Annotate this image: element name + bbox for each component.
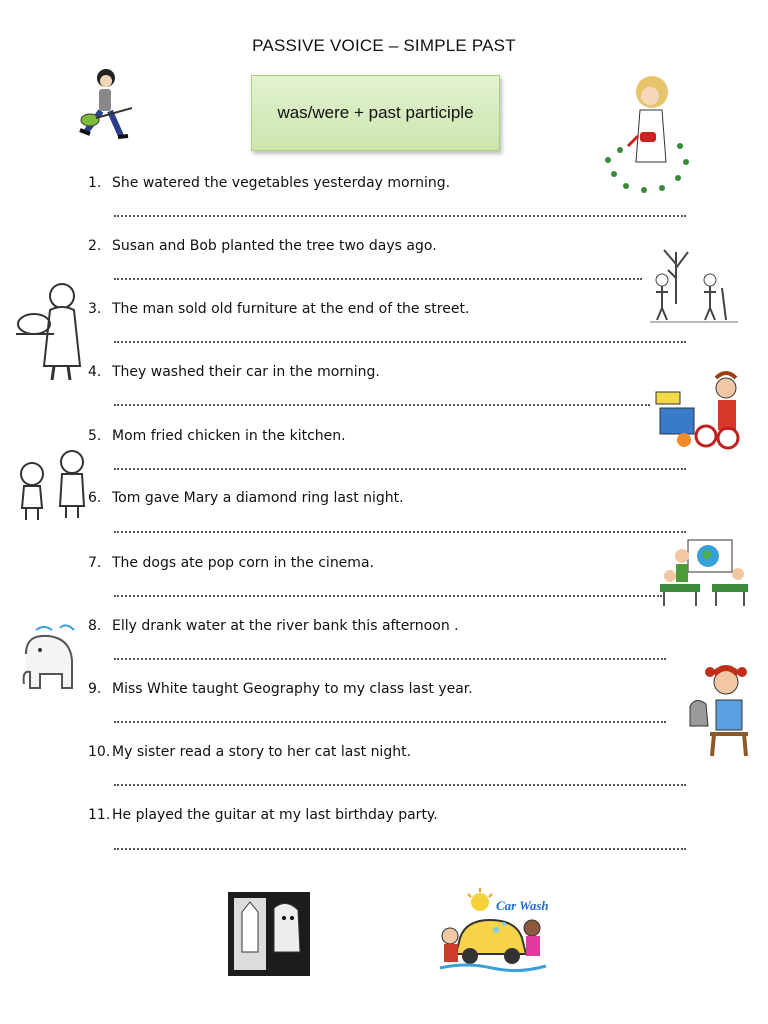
answer-line[interactable] <box>114 276 642 280</box>
item-number: 8. <box>88 618 102 634</box>
item-sentence: The man sold old furniture at the end of the street. <box>112 301 470 317</box>
item-sentence: Miss White taught Geography to my class last year. <box>112 681 473 697</box>
item-sentence: Mom fried chicken in the kitchen. <box>112 428 346 444</box>
exercise-item <box>88 680 473 698</box>
item-number: 4. <box>88 364 102 380</box>
answer-line[interactable] <box>114 402 650 406</box>
answer-line[interactable] <box>114 339 686 343</box>
item-number: 10. <box>88 744 111 760</box>
boy-and-girl-icon <box>12 444 90 524</box>
answer-line[interactable] <box>114 719 666 723</box>
item-number: 3. <box>88 301 102 317</box>
item-number: 11. <box>88 807 111 823</box>
answer-line[interactable] <box>114 782 686 786</box>
exercise-item <box>88 806 438 824</box>
item-sentence: She watered the vegetables yesterday morning. <box>112 175 451 191</box>
item-number: 1. <box>88 175 102 191</box>
exercise-item <box>88 427 346 445</box>
planting-tree-icon <box>646 244 742 326</box>
item-sentence: The dogs ate pop corn in the cinema. <box>112 555 374 571</box>
worksheet-title: PASSIVE VOICE – SIMPLE PAST <box>252 36 516 55</box>
woman-with-turkey-icon <box>14 282 90 384</box>
dog-and-cat-illustration-icon <box>228 892 310 976</box>
item-sentence: Tom gave Mary a diamond ring last night. <box>112 490 404 506</box>
exercise-item <box>88 554 374 572</box>
exercise-item <box>88 617 459 635</box>
garage-sale-man-icon <box>652 368 750 452</box>
item-number: 7. <box>88 555 102 571</box>
exercise-item <box>88 174 450 192</box>
item-number: 5. <box>88 428 102 444</box>
answer-line[interactable] <box>114 656 666 660</box>
formula-box <box>251 75 500 151</box>
formula-text: was/were + past participle <box>277 103 474 122</box>
car-wash-illustration <box>436 888 550 974</box>
item-number: 2. <box>88 238 102 254</box>
exercise-item <box>88 237 437 255</box>
answer-line[interactable] <box>114 466 686 470</box>
item-number: 6. <box>88 490 102 506</box>
exercise-item <box>88 489 404 507</box>
item-sentence: He played the guitar at my last birthday party. <box>112 807 438 823</box>
answer-line[interactable] <box>114 213 686 217</box>
item-number: 9. <box>88 681 102 697</box>
item-sentence: Elly drank water at the river bank this afternoon . <box>112 618 459 634</box>
exercise-item <box>88 300 469 318</box>
guitar-player-icon <box>66 64 136 148</box>
gardening-girl-icon <box>600 70 696 200</box>
elephant-icon <box>16 624 80 700</box>
girl-reading-to-cat-icon <box>682 660 752 760</box>
classroom-icon <box>656 536 752 608</box>
item-sentence: They washed their car in the morning. <box>112 364 380 380</box>
answer-line[interactable] <box>114 593 662 597</box>
exercise-item <box>88 743 411 761</box>
answer-line[interactable] <box>114 846 686 850</box>
item-sentence: My sister read a story to her cat last night. <box>112 744 412 760</box>
item-sentence: Susan and Bob planted the tree two days ago. <box>112 238 437 254</box>
answer-line[interactable] <box>114 529 686 533</box>
exercise-item <box>88 363 380 381</box>
car-wash-sign: Car Wash <box>496 898 549 913</box>
